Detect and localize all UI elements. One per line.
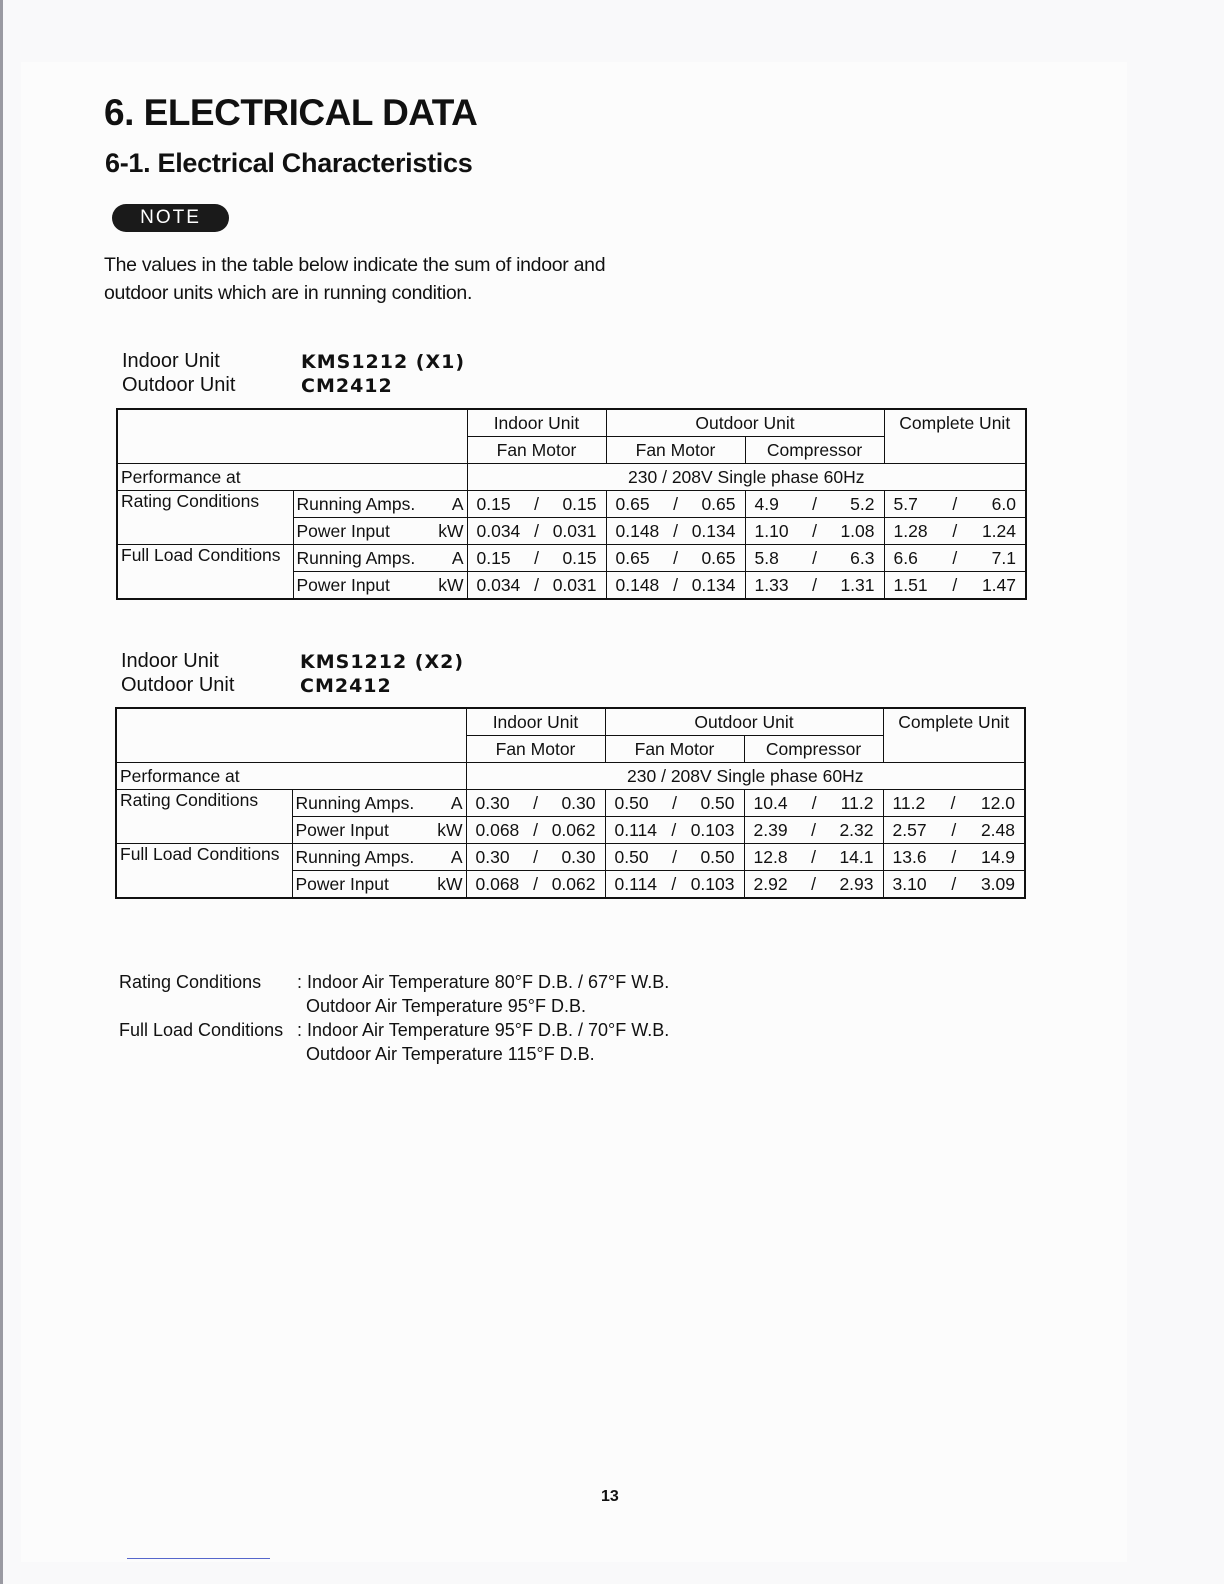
complete-unit-header: Complete Unit bbox=[883, 708, 1025, 763]
value-separator: / bbox=[951, 846, 957, 867]
outdoor-unit-header: Outdoor Unit bbox=[606, 409, 884, 437]
value-separator: / bbox=[950, 792, 956, 813]
condition-label: Rating Conditions bbox=[119, 972, 262, 992]
metric-name: Running Amps. bbox=[295, 846, 415, 867]
value-230v: 0.15 bbox=[476, 493, 511, 514]
outdoor-unit-header: Outdoor Unit bbox=[605, 708, 883, 736]
value-230v: 0.148 bbox=[615, 520, 660, 541]
metric-name: Running Amps. bbox=[295, 792, 415, 813]
value-cell bbox=[606, 518, 745, 545]
value-208v: 2.48 bbox=[980, 819, 1015, 840]
value-208v: 0.65 bbox=[701, 493, 736, 514]
value-separator: / bbox=[533, 819, 538, 840]
value-pair bbox=[748, 820, 880, 841]
data-row bbox=[117, 545, 1026, 572]
value-cell bbox=[744, 790, 883, 817]
value-cell bbox=[606, 572, 745, 600]
performance-row bbox=[117, 464, 1026, 491]
value-230v: 0.65 bbox=[615, 493, 650, 514]
value-230v: 0.068 bbox=[475, 873, 520, 894]
value-cell bbox=[745, 491, 884, 518]
value-cell bbox=[744, 844, 883, 871]
value-208v: 0.031 bbox=[552, 520, 597, 541]
outdoor-unit-label: Outdoor Unit bbox=[121, 674, 235, 696]
indoor-unit-model: KMS1212 (X2) bbox=[300, 651, 465, 673]
value-cell bbox=[466, 844, 605, 871]
indoor-unit-header: Indoor Unit bbox=[466, 708, 605, 736]
value-cell bbox=[884, 491, 1026, 518]
value-cell bbox=[745, 572, 884, 600]
value-230v: 5.8 bbox=[754, 547, 779, 568]
value-208v: 0.134 bbox=[691, 574, 736, 595]
indoor-unit-label: Indoor Unit bbox=[122, 350, 220, 372]
value-separator: / bbox=[534, 520, 539, 541]
fan-motor-header: Fan Motor bbox=[466, 736, 605, 763]
value-separator: / bbox=[672, 792, 677, 813]
indoor-unit-header: Indoor Unit bbox=[467, 409, 606, 437]
value-pair bbox=[888, 575, 1023, 596]
indoor-unit-label: Indoor Unit bbox=[121, 650, 219, 672]
value-cell bbox=[466, 817, 605, 844]
value-cell bbox=[605, 871, 744, 899]
value-separator: / bbox=[812, 493, 817, 514]
value-separator: / bbox=[951, 873, 957, 894]
value-cell bbox=[745, 518, 884, 545]
blank-header-cell bbox=[116, 708, 466, 763]
value-208v: 6.0 bbox=[991, 493, 1016, 514]
value-cell bbox=[466, 871, 605, 899]
value-cell bbox=[883, 790, 1025, 817]
value-separator: / bbox=[812, 574, 817, 595]
supply-label: 230 / 208V Single phase 60Hz bbox=[467, 464, 1026, 491]
value-208v: 14.9 bbox=[980, 846, 1015, 867]
electrical-table-1 bbox=[116, 408, 1027, 600]
metric-cell bbox=[293, 572, 467, 600]
metric-cell bbox=[292, 844, 466, 871]
value-separator: / bbox=[952, 574, 958, 595]
value-pair bbox=[749, 575, 881, 596]
metric-cell bbox=[292, 871, 466, 899]
condition-line: Outdoor Air Temperature 115°F D.B. bbox=[306, 1044, 595, 1064]
value-separator: / bbox=[812, 520, 817, 541]
value-cell bbox=[883, 817, 1025, 844]
metric-cell bbox=[292, 817, 466, 844]
page-number: 13 bbox=[601, 1488, 619, 1505]
value-cell bbox=[467, 545, 606, 572]
metric-name: Running Amps. bbox=[296, 493, 416, 514]
value-pair bbox=[470, 820, 602, 841]
value-230v: 2.39 bbox=[753, 819, 788, 840]
value-230v: 13.6 bbox=[892, 846, 927, 867]
metric-cell bbox=[292, 790, 466, 817]
value-pair bbox=[471, 548, 603, 569]
intro-line: outdoor units which are in running condition. bbox=[104, 282, 473, 304]
value-208v: 14.1 bbox=[839, 846, 874, 867]
performance-row bbox=[116, 763, 1025, 790]
value-208v: 1.24 bbox=[981, 520, 1016, 541]
value-pair bbox=[470, 793, 602, 814]
value-cell bbox=[605, 844, 744, 871]
value-separator: / bbox=[673, 574, 678, 595]
value-230v: 3.10 bbox=[892, 873, 927, 894]
value-pair bbox=[610, 494, 742, 515]
value-pair bbox=[748, 847, 880, 868]
data-row bbox=[116, 844, 1025, 871]
value-230v: 1.33 bbox=[754, 574, 789, 595]
compressor-header: Compressor bbox=[744, 736, 883, 763]
value-cell bbox=[606, 491, 745, 518]
value-pair bbox=[610, 548, 742, 569]
value-pair bbox=[887, 847, 1022, 868]
value-separator: / bbox=[671, 819, 677, 840]
intro-line: The values in the table below indicate the sum of indoor and bbox=[104, 254, 606, 276]
value-pair bbox=[471, 521, 603, 542]
value-208v: 3.09 bbox=[980, 873, 1015, 894]
metric-unit: kW bbox=[437, 819, 463, 840]
value-pair bbox=[749, 521, 881, 542]
value-208v: 12.0 bbox=[980, 792, 1015, 813]
condition-line: : Indoor Air Temperature 95°F D.B. / 70°F W.B. bbox=[297, 1020, 670, 1040]
intro-text bbox=[104, 251, 704, 307]
value-208v: 0.30 bbox=[561, 792, 596, 813]
condition-name: Full Load Conditions bbox=[117, 545, 293, 600]
value-208v: 0.103 bbox=[690, 873, 735, 894]
fan-motor-header: Fan Motor bbox=[467, 437, 606, 464]
metric-unit: kW bbox=[437, 873, 463, 894]
header-row bbox=[116, 708, 1025, 736]
condition-label: Full Load Conditions bbox=[119, 1020, 284, 1040]
value-208v: 0.062 bbox=[551, 873, 596, 894]
value-separator: / bbox=[534, 574, 539, 595]
value-separator: / bbox=[811, 792, 817, 813]
value-separator: / bbox=[533, 792, 538, 813]
metric-name: Power Input bbox=[296, 574, 390, 595]
value-cell bbox=[745, 545, 884, 572]
metric-unit: A bbox=[451, 547, 464, 568]
value-208v: 0.031 bbox=[552, 574, 597, 595]
blank-header-cell bbox=[117, 409, 467, 464]
value-pair bbox=[888, 548, 1023, 569]
value-separator: / bbox=[533, 846, 538, 867]
metric-cell bbox=[293, 491, 467, 518]
value-cell bbox=[467, 572, 606, 600]
value-pair bbox=[888, 494, 1023, 515]
value-208v: 5.2 bbox=[850, 493, 875, 514]
value-pair bbox=[748, 874, 880, 895]
value-230v: 0.15 bbox=[476, 547, 511, 568]
value-cell bbox=[884, 518, 1026, 545]
condition-name: Rating Conditions bbox=[117, 491, 293, 545]
value-pair bbox=[609, 820, 741, 841]
value-230v: 0.114 bbox=[614, 819, 657, 840]
fan-motor-header: Fan Motor bbox=[605, 736, 744, 763]
outdoor-unit-model: CM2412 bbox=[300, 675, 392, 697]
complete-unit-header: Complete Unit bbox=[884, 409, 1026, 464]
value-pair bbox=[609, 874, 741, 895]
value-230v: 1.28 bbox=[893, 520, 928, 541]
value-pair bbox=[749, 494, 881, 515]
value-pair bbox=[470, 874, 602, 895]
value-separator: / bbox=[952, 547, 958, 568]
value-separator: / bbox=[534, 493, 539, 514]
value-pair bbox=[887, 793, 1022, 814]
value-separator: / bbox=[671, 873, 677, 894]
metric-cell bbox=[293, 518, 467, 545]
value-separator: / bbox=[672, 846, 677, 867]
value-230v: 6.6 bbox=[893, 547, 918, 568]
value-208v: 0.103 bbox=[690, 819, 735, 840]
value-230v: 0.50 bbox=[614, 846, 649, 867]
value-cell bbox=[466, 790, 605, 817]
value-pair bbox=[887, 820, 1022, 841]
value-208v: 0.15 bbox=[562, 547, 597, 568]
footer-rule bbox=[127, 1558, 270, 1559]
value-230v: 1.10 bbox=[754, 520, 789, 541]
value-208v: 7.1 bbox=[991, 547, 1016, 568]
value-208v: 0.134 bbox=[691, 520, 736, 541]
value-208v: 11.2 bbox=[840, 792, 874, 813]
performance-at-label: Performance at bbox=[116, 763, 466, 790]
value-cell bbox=[883, 871, 1025, 899]
value-208v: 0.062 bbox=[551, 819, 596, 840]
header-row bbox=[117, 409, 1026, 437]
metric-unit: A bbox=[450, 792, 463, 813]
value-208v: 0.65 bbox=[701, 547, 736, 568]
value-230v: 11.2 bbox=[892, 792, 926, 813]
compressor-header: Compressor bbox=[745, 437, 884, 464]
value-separator: / bbox=[673, 520, 678, 541]
value-pair bbox=[887, 874, 1022, 895]
outdoor-unit-model: CM2412 bbox=[301, 375, 393, 397]
value-separator: / bbox=[534, 547, 539, 568]
value-pair bbox=[609, 793, 741, 814]
value-separator: / bbox=[952, 520, 958, 541]
value-separator: / bbox=[811, 873, 816, 894]
value-cell bbox=[744, 871, 883, 899]
value-cell bbox=[744, 817, 883, 844]
value-230v: 0.114 bbox=[614, 873, 657, 894]
condition-name: Full Load Conditions bbox=[116, 844, 292, 899]
metric-name: Power Input bbox=[296, 520, 390, 541]
note-badge: NOTE bbox=[112, 204, 229, 232]
value-pair bbox=[609, 847, 741, 868]
metric-cell bbox=[293, 545, 467, 572]
metric-unit: kW bbox=[438, 574, 464, 595]
value-pair bbox=[888, 521, 1023, 542]
value-230v: 0.30 bbox=[475, 846, 510, 867]
metric-unit: A bbox=[450, 846, 463, 867]
value-208v: 0.50 bbox=[700, 846, 735, 867]
metric-name: Power Input bbox=[295, 819, 389, 840]
value-cell bbox=[467, 491, 606, 518]
value-230v: 4.9 bbox=[754, 493, 779, 514]
value-separator: / bbox=[673, 493, 678, 514]
value-208v: 1.47 bbox=[981, 574, 1016, 595]
condition-line: : Indoor Air Temperature 80°F D.B. / 67°F W.B. bbox=[297, 972, 670, 992]
value-230v: 5.7 bbox=[893, 493, 918, 514]
value-208v: 0.15 bbox=[562, 493, 597, 514]
metric-unit: kW bbox=[438, 520, 464, 541]
value-208v: 1.08 bbox=[840, 520, 875, 541]
unit-info-1 bbox=[122, 349, 522, 399]
value-cell bbox=[883, 844, 1025, 871]
fan-motor-header: Fan Motor bbox=[606, 437, 745, 464]
value-208v: 1.31 bbox=[840, 574, 875, 595]
performance-at-label: Performance at bbox=[117, 464, 467, 491]
value-separator: / bbox=[673, 547, 678, 568]
indoor-unit-model: KMS1212 (X1) bbox=[301, 351, 466, 373]
value-cell bbox=[605, 790, 744, 817]
value-230v: 0.034 bbox=[476, 520, 521, 541]
unit-info-2 bbox=[121, 649, 521, 699]
value-separator: / bbox=[951, 819, 957, 840]
value-pair bbox=[749, 548, 881, 569]
outdoor-unit-label: Outdoor Unit bbox=[122, 374, 236, 396]
value-230v: 2.57 bbox=[892, 819, 927, 840]
value-cell bbox=[884, 545, 1026, 572]
electrical-table-2 bbox=[115, 707, 1026, 899]
data-row bbox=[116, 790, 1025, 817]
value-cell bbox=[884, 572, 1026, 600]
metric-name: Running Amps. bbox=[296, 547, 416, 568]
value-230v: 0.034 bbox=[476, 574, 521, 595]
supply-label: 230 / 208V Single phase 60Hz bbox=[466, 763, 1025, 790]
value-208v: 0.50 bbox=[700, 792, 735, 813]
value-208v: 6.3 bbox=[850, 547, 875, 568]
value-cell bbox=[467, 518, 606, 545]
condition-name: Rating Conditions bbox=[116, 790, 292, 844]
value-230v: 10.4 bbox=[753, 792, 788, 813]
value-208v: 2.93 bbox=[839, 873, 874, 894]
value-230v: 12.8 bbox=[753, 846, 788, 867]
value-230v: 0.148 bbox=[615, 574, 660, 595]
value-230v: 0.50 bbox=[614, 792, 649, 813]
value-208v: 2.32 bbox=[839, 819, 874, 840]
value-cell bbox=[606, 545, 745, 572]
value-pair bbox=[748, 793, 880, 814]
value-pair bbox=[471, 494, 603, 515]
value-pair bbox=[610, 575, 742, 596]
metric-name: Power Input bbox=[295, 873, 389, 894]
value-208v: 0.30 bbox=[561, 846, 596, 867]
value-separator: / bbox=[952, 493, 958, 514]
value-pair bbox=[470, 847, 602, 868]
value-230v: 0.65 bbox=[615, 547, 650, 568]
value-separator: / bbox=[811, 846, 816, 867]
page-title: 6. ELECTRICAL DATA bbox=[104, 92, 478, 133]
section-title: 6-1. Electrical Characteristics bbox=[105, 148, 473, 178]
value-pair bbox=[610, 521, 742, 542]
data-row bbox=[117, 491, 1026, 518]
condition-line: Outdoor Air Temperature 95°F D.B. bbox=[306, 996, 586, 1016]
value-230v: 0.30 bbox=[475, 792, 510, 813]
value-separator: / bbox=[812, 547, 817, 568]
metric-unit: A bbox=[451, 493, 464, 514]
value-separator: / bbox=[811, 819, 816, 840]
value-230v: 1.51 bbox=[893, 574, 928, 595]
value-pair bbox=[471, 575, 603, 596]
value-separator: / bbox=[533, 873, 538, 894]
value-230v: 0.068 bbox=[475, 819, 520, 840]
value-cell bbox=[605, 817, 744, 844]
value-230v: 2.92 bbox=[753, 873, 788, 894]
